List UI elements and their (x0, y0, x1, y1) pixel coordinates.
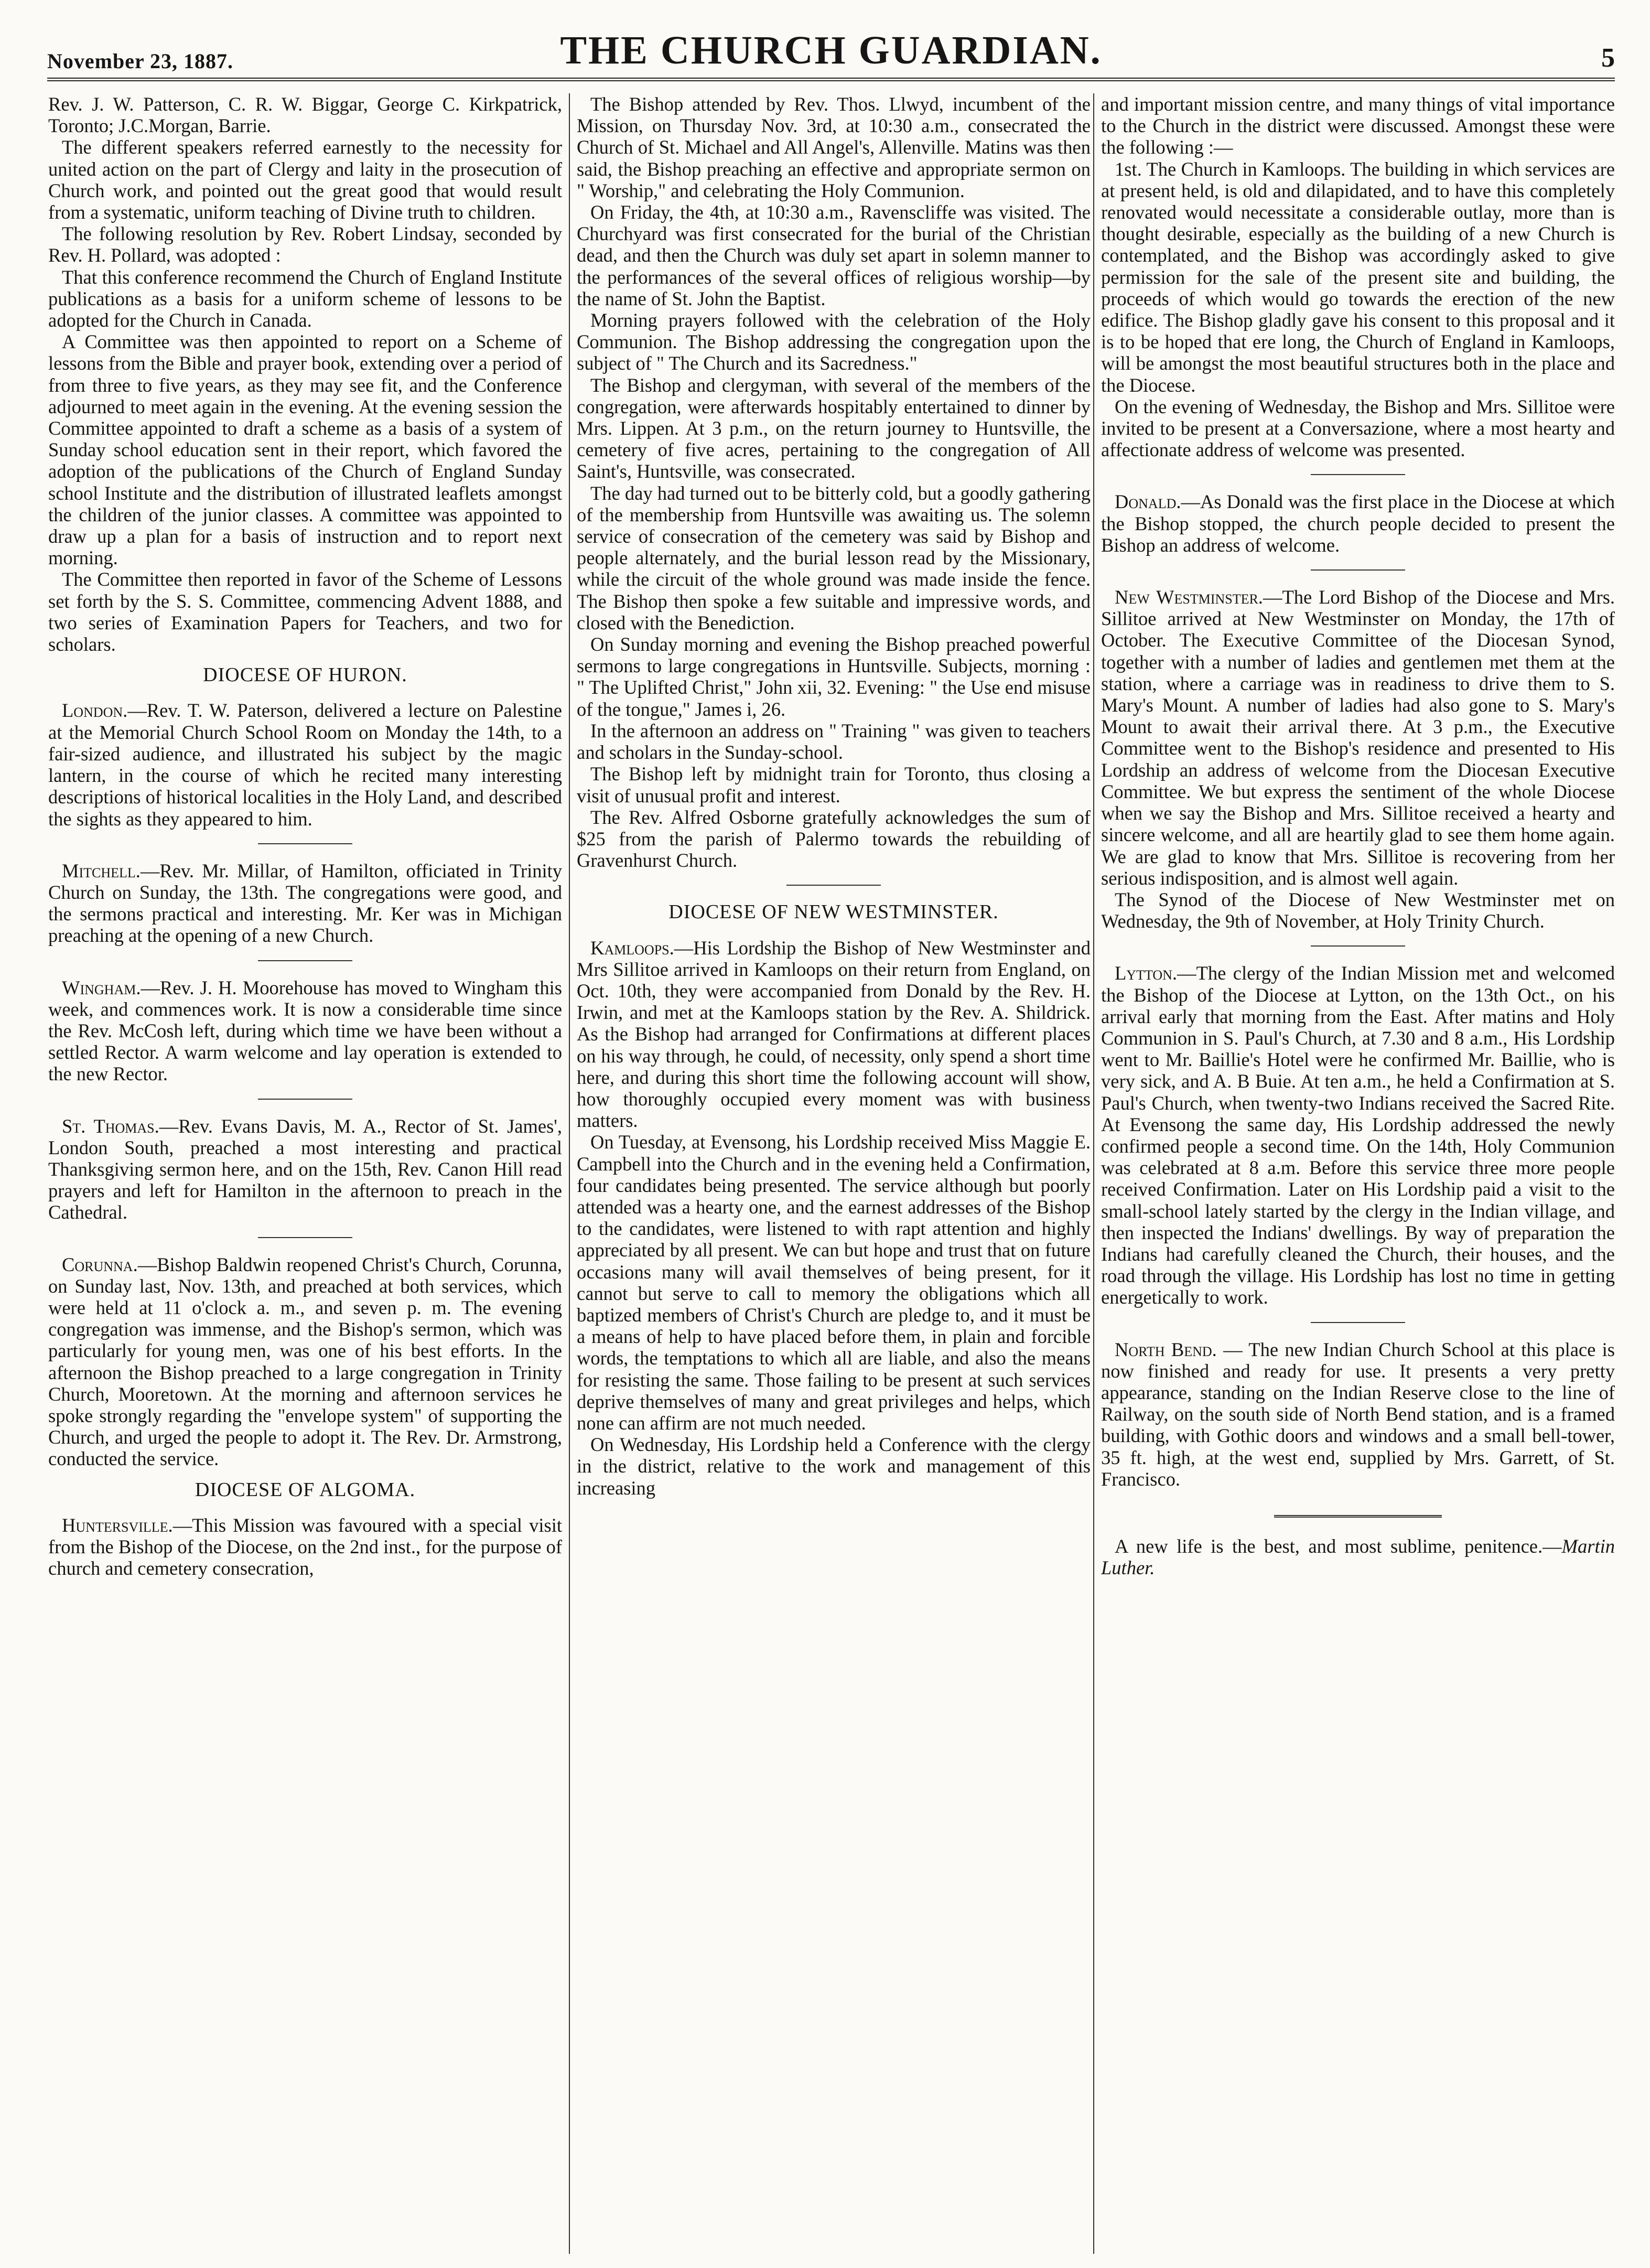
paragraph: The Bishop and clergyman, with several of the members of the congregation, were afterwards hospitably entertained to dinner by Mrs. Lippen. At 3 p.m., on the return journey to Huntsville, the cemetery of five acres, pertaining to the congregation of All Saint's, Huntsville, was consecrated. (577, 374, 1091, 482)
article-new-westminster (1101, 586, 1615, 889)
separator (1311, 945, 1405, 947)
dateline: Lytton. (1115, 962, 1178, 984)
paragraph: The Rev. Alfred Osborne gratefully acknowledges the sum of $25 from the parish of Palermo towards the rebuilding of Gravenhurst Church. (577, 806, 1091, 872)
quote-author: Martin Luther. (1101, 1535, 1615, 1579)
paragraph: In the afternoon an address on " Training " was given to teachers and scholars in the Sunday-school. (577, 719, 1091, 764)
paragraph: A Committee was then appointed to report on a Scheme of lessons from the Bible and prayer book, extending over a period of from three to five years, as they may see fit, and the Conference adjourned to meet again in the evening. At the evening session the Committee appointed to draft a scheme as a basis of a system of Sunday school education sent in their report, which favored the adoption of the publications of the Church of England Sunday school Institute and the distribution of illustrated leaflets amongst the children of the junior classes. A committee was appointed to draw up a plan for a basis of instruction and to report next morning. (48, 331, 562, 569)
article-text: —Bishop Baldwin reopened Christ's Church, Corunna, on Sunday last, Nov. 13th, and preached at both services, which were held at 11 o'clock a. m., and seven p. m. The evening congregation was immense, and the Bishop's sermon, which was particularly for young men, was one of his best efforts. In the afternoon the Bishop preached to a large congregation in Trinity Church, Mooretown. At the morning and afternoon services he spoke strongly regarding the "envelope system" of supporting the Church, and urged the people to adopt it. The Rev. Dr. Armstrong, conducted the service. (48, 1253, 562, 1470)
article-text: —Rev. J. H. Moorehouse has moved to Wingham this week, and commences work. It is now a considerable time since the Rev. McCosh left, during which time we have been without a settled Rector. A warm welcome and lay operation is extended to the new Rector. (48, 976, 562, 1085)
article-text: —The clergy of the Indian Mission met and welcomed the Bishop of the Diocese at Lytton, on the 13th Oct., on his arrival early that morning from the East. After matins and Holy Communion in S. Paul's Church, at 7.30 and 8 a.m., His Lordship went to Mr. Baillie's Hotel were he confirmed Mr. Baillie, who is very sick, and A. B Buie. At ten a.m., he held a Confirmation at S. Paul's Church, when twenty-two Indians received the Sacred Rite. At Evensong the same day, His Lordship addressed the newly confirmed people a second time. On the 14th, Holy Communion was celebrated at 8 a.m. Before this service three more people received Confirmation. Later on His Lordship paid a visit to the small-school lately started by the clergy in the Indian village, and then inspected the Indians' dwellings. By way of preparation the Indians had carefully cleaned the Church, their houses, and the road through the village. His Lordship has lost no time in getting energetically to work. (1101, 962, 1615, 1308)
section-heading-huron: DIOCESE OF HURON. (203, 664, 407, 686)
paragraph: 1st. The Church in Kamloops. The building in which services are at present held, is old and dilapidated, and to have this completely renovated would necessitate a considerable outlay, more than is thought desirable, especially as the building of a new Church is contemplated, and the Bishop was accordingly asked to give permission for the sale of the present site and building, the proceeds of which would go towards the erection of the new edifice. The Bishop gladly gave his consent to this proposal and it is to be hoped that ere long, the Church of England in Kamloops, will be amongst the most beautiful structures both in the place and the Diocese. (1101, 158, 1615, 396)
newspaper-title: THE CHURCH GUARDIAN. (560, 28, 1102, 72)
paragraph: The Synod of the Diocese of New Westminster met on Wednesday, the 9th of November, at Holy Trinity Church. (1101, 888, 1615, 932)
paragraph: The Bishop left by midnight train for Toronto, thus closing a visit of unusual profit and interest. (577, 763, 1091, 807)
section-heading-new-westminster: DIOCESE OF NEW WESTMINSTER. (668, 901, 999, 923)
dateline: Donald. (1115, 491, 1181, 513)
closing-quote (1101, 1535, 1615, 1578)
dateline: New Westminster. (1115, 586, 1263, 608)
article-wingham (48, 977, 562, 1085)
page-number: 5 (1601, 43, 1615, 73)
masthead (47, 24, 1615, 81)
separator (258, 960, 352, 961)
article-kamloops (577, 937, 1091, 1132)
separator (786, 885, 881, 886)
issue-date: November 23, 1887. (47, 49, 233, 73)
paragraph: The Committee then reported in favor of the Scheme of Lessons set forth by the S. S. Committee, commencing Advent 1888, and two series of Examination Papers for Teachers, and two for scholars. (48, 568, 562, 655)
article-lytton (1101, 962, 1615, 1308)
separator (1311, 569, 1405, 571)
article-corunna (48, 1254, 562, 1470)
dateline: St. Thomas. (62, 1115, 159, 1137)
paragraph: On Friday, the 4th, at 10:30 a.m., Ravenscliffe was visited. The Churchyard was first consecrated for the burial of the Christian dead, and then the Church was duly set apart in solemn manner to the performances of the several offices of religious worship—by the name of St. John the Baptist. (577, 201, 1091, 309)
column-rule-1 (569, 93, 570, 2254)
dateline: Wingham. (62, 976, 141, 998)
article-text: —Rev. T. W. Paterson, delivered a lecture on Palestine at the Memorial Church School Room on Monday the 14th, to a fair-sized audience, and illustrated his subject by the magic lantern, in the course of which he recited many interesting descriptions of historical localities in the Holy Land, and described the sights as they appeared to him. (48, 700, 562, 830)
column-rule-2 (1093, 93, 1094, 2254)
separator (258, 1099, 352, 1100)
paragraph: The Bishop attended by Rev. Thos. Llwyd, incumbent of the Mission, on Thursday Nov. 3rd, at 10:30 a.m., consecrated the Church of St. Michael and All Angel's, Allenville. Matins was then said, the Bishop preaching an effective and appropriate sermon on " Worship," and celebrating the Holy Communion. (577, 93, 1091, 201)
column-3 (1101, 93, 1615, 2243)
paragraph: On Wednesday, His Lordship held a Conference with the clergy in the district, relative to the work and management of this increasing (577, 1434, 1091, 1499)
article-text: —As Donald was the first place in the Diocese at which the Bishop stopped, the church people decided to present the Bishop an address of welcome. (1101, 491, 1615, 556)
dateline: Mitchell. (62, 859, 141, 882)
article-north-bend (1101, 1339, 1615, 1490)
article-text: —Rev. Evans Davis, M. A., Rector of St. James', London South, preached a most interesting and practical Thanksgiving sermon here, and on the 15th, Rev. Canon Hill read prayers and left for Hamilton in the afternoon to preach in the Cathedral. (48, 1115, 562, 1223)
paragraph: The following resolution by Rev. Robert Lindsay, seconded by Rev. H. Pollard, was adopted : (48, 223, 562, 266)
separator (258, 1237, 352, 1238)
article-mitchell (48, 860, 562, 947)
dateline: London. (62, 700, 128, 722)
article-text: —His Lordship the Bishop of New Westminster and Mrs Sillitoe arrived in Kamloops on their return from England, on Oct. 10th, they were accompanied from Donald by the Rev. H. Irwin, and met at the Kamloops station by the Rev. A. Shildrick. As the Bishop had arranged for Confirmations at different places on his way through, he could, of necessity, only spend a short time here, and during this short time the following account will show, how thoroughly occupied every moment was with business matters. (577, 937, 1091, 1132)
separator (258, 843, 352, 844)
dateline: North Bend. (1115, 1338, 1217, 1360)
article-text: — The new Indian Church School at this place is now finished and ready for use. It presents a very pretty appearance, standing on the Indian Reserve close to the line of Railway, on the south side of North Bend station, and is a framed building, with Gothic doors and windows and a small bell-tower, 35 ft. high, at the west end, supplied by Mrs. Garrett, of St. Francisco. (1101, 1338, 1615, 1490)
column-1 (48, 93, 562, 2243)
paragraph: Morning prayers followed with the celebration of the Holy Communion. The Bishop addressing the congregation upon the subject of " The Church and its Sacredness." (577, 309, 1091, 374)
paragraph: The different speakers referred earnestly to the necessity for united action on the part of Clergy and laity in the prosecution of Church work, and pointed out the great good that would result from a systematic, uniform teaching of Divine truth to children. (48, 136, 562, 223)
separator (1311, 474, 1405, 475)
article-text: —The Lord Bishop of the Diocese and Mrs. Sillitoe arrived at New Westminster on Monday, the 17th of October. The Executive Committee of the Diocesan Synod, together with a number of ladies and gentlemen met them at the station, where a carriage was in readiness to drive them to S. Mary's Mount. A number of ladies had also gone to S. Mary's Mount to await their arrival there. At 3 p.m., the Executive Committee went to the Bishop's residence and presented to His Lordship an address of welcome from the Diocesan Executive Committee. We but express the sentiment of the whole Diocese when we say the Bishop and Mrs. Sillitoe received a hearty and sincere welcome, and all are heartily glad to see them home again. We are glad to know that Mrs. Sillitoe is recovering from her serious indisposition, and is almost well again. (1101, 586, 1615, 889)
article-donald (1101, 491, 1615, 556)
paragraph: and important mission centre, and many things of vital importance to the Church in the district were discussed. Amongst these were the following :— (1101, 93, 1615, 158)
dateline: Huntersville. (62, 1514, 173, 1536)
separator (1311, 1322, 1405, 1323)
column-2 (577, 93, 1091, 2243)
dateline: Corunna. (62, 1253, 138, 1275)
paragraph: That this conference recommend the Church of England Institute publications as a basis for a uniform scheme of lessons to be adopted for the Church in Canada. (48, 266, 562, 331)
article-london (48, 700, 562, 829)
article-huntersville (48, 1514, 562, 1579)
article-st-thomas (48, 1115, 562, 1223)
paragraph: On Tuesday, at Evensong, his Lordship received Miss Maggie E. Campbell into the Church and in the evening held a Confirmation, four candidates being presented. The service although but poorly attended was a hearty one, and the earnest addresses of the Bishop to the candidates, were listened to with rapt attention and highly appreciated by all present. We can but hope and trust that on future occasions many will avail themselves of being present, for it cannot but serve to call to memory the obligations which all baptized members of Christ's Church are pledge to, and it must be a means of help to have placed before them, in plain and forcible words, the temptations to which all are liable, and also the means for resisting the same. Those failing to be present at such services deprive themselves of many and great privileges and helps, which none can affirm are not much needed. (577, 1131, 1091, 1434)
paragraph: The day had turned out to be bitterly cold, but a goodly gathering of the membership from Huntsville was awaiting us. The solemn service of consecration of the cemetery was said by Bishop and people alternately, and the burial lesson read by the Missionary, while the circuit of the whole ground was made inside the fence. The Bishop then spoke a few suitable and impressive words, and closed with the Benediction. (577, 482, 1091, 633)
quote-text: A new life is the best, and most sublime, penitence.— (1115, 1535, 1562, 1557)
double-separator (1274, 1515, 1442, 1518)
paragraph: On the evening of Wednesday, the Bishop and Mrs. Sillitoe were invited to be present at a Conversazione, where a most hearty and affectionate address of welcome was presented. (1101, 395, 1615, 461)
section-heading-algoma: DIOCESE OF ALGOMA. (195, 1478, 416, 1501)
dateline: Kamloops. (590, 937, 674, 959)
article-text: —Rev. Mr. Millar, of Hamilton, officiated in Trinity Church on Sunday, the 13th. The congregations were good, and the sermons practical and interesting. Mr. Ker was in Michigan preaching at the opening of a new Church. (48, 859, 562, 947)
paragraph: On Sunday morning and evening the Bishop preached powerful sermons to large congregations in Huntsville. Subjects, morning : " The Uplifted Christ," John xii, 32. Evening: " the Use end misuse of the tongue," James i, 26. (577, 633, 1091, 720)
paragraph: Rev. J. W. Patterson, C. R. W. Biggar, George C. Kirkpatrick, Toronto; J.C.Morgan, Barrie. (48, 93, 562, 137)
article-text: —This Mission was favoured with a special visit from the Bishop of the Diocese, on the 2nd inst., for the purpose of church and cemetery consecration, (48, 1514, 562, 1579)
